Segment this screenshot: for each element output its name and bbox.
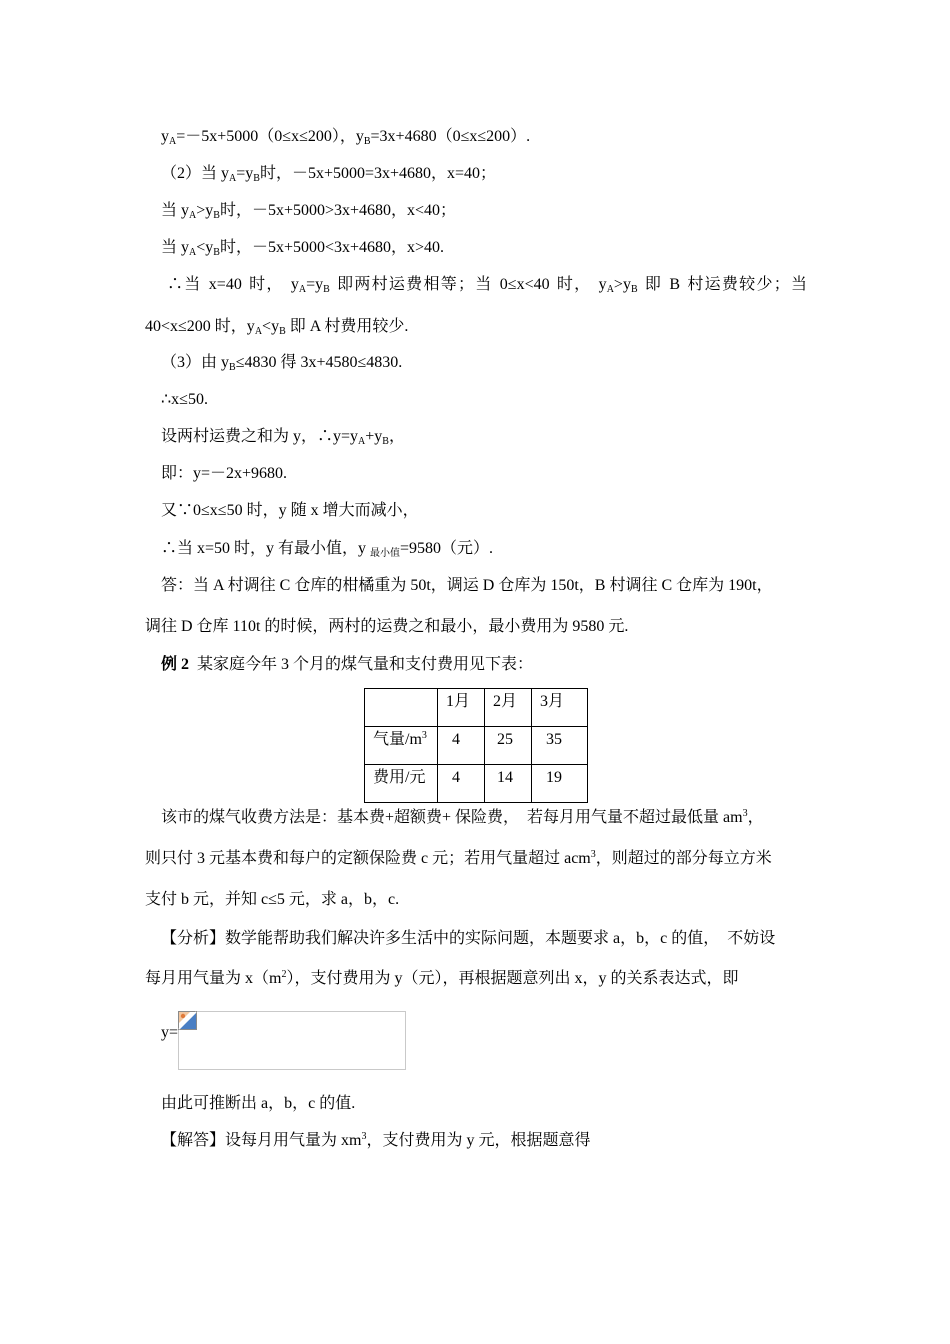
formula-prefix: y=	[161, 1024, 179, 1041]
text-line-7: （3）由 $y_B\le 4830$ 得 3x+4580≤4830.	[161, 354, 403, 373]
table-cell: 19	[532, 765, 588, 803]
table-header-month: 1月	[438, 689, 485, 727]
text-line-9: 设两村运费之和为 y，$\therefore y=y_A+y_B$，	[161, 428, 405, 447]
text-line-3: 当 $y_A>y_B$时，－5x+5000>3x+4680，x<40；	[161, 202, 457, 221]
table-cell: 4	[438, 727, 485, 765]
example-label: 例 2	[161, 656, 190, 673]
table-cell: 14	[485, 765, 532, 803]
solution-line: 【解答】设每月用气量为 $xm^3$，支付费用为 y 元，根据题意得	[161, 1131, 591, 1149]
text-line-6: 40<x≤200 时，$y_A<y_B$ 即 A 村费用较少.	[145, 318, 409, 337]
text-line-4: 当 $y_A<y_B$时，－5x+5000<3x+4680，x>40.	[161, 239, 445, 258]
text-line-11: 又∵0≤x≤50 时，y 随 x 增大而减小，	[161, 502, 419, 519]
text-line-2: （2）当 $y_A=y_B$时，－5x+5000=3x+4680，x=40；	[161, 165, 497, 184]
analysis-line-1: 【分析】数学能帮助我们解决许多生活中的实际问题，本题要求 a，b，c 的值， 不妨设	[161, 930, 776, 947]
text-line-18: 支付 b 元，并知 c≤5 元，求 a，b，c.	[145, 891, 400, 908]
table-row	[365, 765, 588, 803]
text-line-1: $y_A=-5x+5000(0\le x\le 200)$，$y_B=3x+4680(0\le x\le 200)$.	[161, 128, 531, 147]
text-line-17: 则只付 3 元基本费和每户的定额保险费 c 元；若用气量超过 acm$^3$，则超过的部分每立方米	[145, 849, 772, 867]
table-row-label: 费用/元	[365, 765, 438, 803]
text-line-10: 即：y=－2x+9680.	[161, 465, 288, 482]
table-header-row	[365, 689, 588, 727]
gas-fee-table	[364, 688, 588, 803]
analysis-line-2: 每月用气量为 $x(m^2)$，支付费用为 y（元），再根据题意列出 x，y 的关系表达式，即	[145, 969, 739, 987]
table-cell: 4	[438, 765, 485, 803]
text-line-22: 由此可推断出 a，b，c 的值.	[161, 1095, 356, 1112]
table-cell: 35	[532, 727, 588, 765]
text-line-14: 调往 D 仓库 110t 的时候，两村的运费之和最小，最小费用为 9580 元.	[145, 618, 629, 635]
table-cell: 25	[485, 727, 532, 765]
formula-image-placeholder	[178, 1011, 406, 1070]
example-heading	[161, 655, 533, 675]
table-row-label: 气量$/m^3$	[365, 727, 438, 765]
text-line-5: ∴当 x=40 时， $y_A=y_B$ 即两村运费相等；当 0≤x<40 时， $y_A>y_B$ 即 B 村运费较少；当	[167, 276, 807, 295]
table-row	[365, 727, 588, 765]
broken-image-icon	[178, 1011, 197, 1030]
table-cell	[365, 689, 438, 727]
text-line-12: ∴当 x=50 时，y 有最小值，y $_{最小值}$=9580（元）.	[161, 540, 494, 559]
text-line-16: 该市的煤气收费方法是：基本费+超额费+ 保险费， 若每月用气量不超过最低量 $am^3$，	[161, 808, 764, 826]
example-text: 某家庭今年 3 个月的煤气量和支付费用见下表：	[197, 656, 534, 673]
text-line-13: 答：当 A 村调往 C 仓库的柑橘重为 50t，调运 D 仓库为 150t，B 村调往 C 仓库为 190t，	[161, 577, 773, 594]
table-header-month: 2月	[485, 689, 532, 727]
text-line-8: ∴x≤50.	[161, 391, 208, 408]
table-header-month: 3月	[532, 689, 588, 727]
